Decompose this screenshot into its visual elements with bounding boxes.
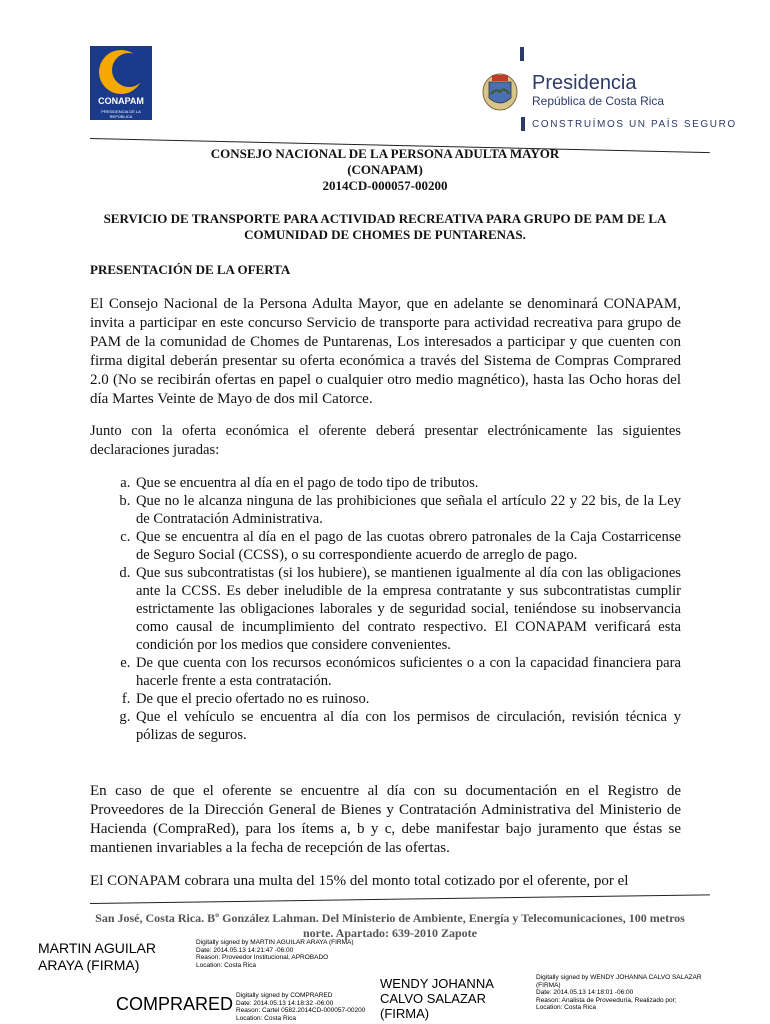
- motto-accent-bar: [521, 117, 525, 131]
- footer-divider: [90, 894, 710, 904]
- signature-martin-name: MARTIN AGUILAR ARAYA (FIRMA): [38, 940, 156, 973]
- signature-comprared-details: Digitally signed by COMPRARED Date: 2014.05.13 14:18:32 -06:00 Reason: Cartel 0582.2014CD-000057-00200 Location: Costa Rica: [236, 992, 366, 1022]
- coat-of-arms-icon: [480, 68, 520, 112]
- procedure-number: 2014CD-000057-00200: [322, 178, 448, 193]
- org-acronym: (CONAPAM): [347, 162, 423, 177]
- conapam-logo-text: CONAPAM: [98, 96, 144, 106]
- signature-martin-details: Digitally signed by MARTIN AGUILAR ARAYA (FIRMA) Date: 2014.05.13 14:21:47 -06:00 Reason: Proveedor Institucional, APROBADO Location: Costa Rica: [196, 939, 354, 969]
- signature-wendy-name: WENDY JOHANNA CALVO SALAZAR (FIRMA): [380, 976, 494, 1021]
- sun-icon: [99, 50, 143, 94]
- section-title: PRESENTACIÓN DE LA OFERTA: [90, 262, 291, 277]
- paragraph-invitation: El Consejo Nacional de la Persona Adulta Mayor, que en adelante se denominará CONAPAM, invita a participar en este concurso Servicio de transporte para actividad recreativa para grupo de PAM de la comunidad de Chomes de Puntarenas, Los interesados a participar y que cuenten con firma digital deberán presentar su oferta económica a través del Sistema de Compras Comprared 2.0 (No se recibirán ofertas en papel o cualquier otro medio magnético), hasta las Ocho horas del día Martes Veinte de Mayo de dos mil Catorce.: [90, 296, 681, 407]
- list-item: d. Que sus subcontratistas (si los hubiere), se mantienen igualmente al día con las obligaciones ante la CCSS. Es deber ineludible de la empresa contratante y sus subcontratistas cumplir estrictamente las obligaciones laborales y de seguridad social, teniéndose su inobservancia como causal de incumplimiento del contrato respectivo. El CONAPAM verificará esta condición por los medios que considere convenientes.: [134, 564, 681, 654]
- list-item: c. Que se encuentra al día en el pago de las cuotas obrero patronales de la Caja Costarricense de Seguro Social (CCSS), o su correspondiente acuerdo de arreglo de pago.: [134, 528, 681, 564]
- conapam-logo: [90, 46, 152, 120]
- presidencia-motto: CONSTRUÍMOS UN PAÍS SEGURO: [532, 119, 737, 130]
- list-item: g. Que el vehículo se encuentra al día con los permisos de circulación, revisión técnica y pólizas de seguros.: [134, 708, 681, 744]
- presidencia-country: República de Costa Rica: [532, 94, 665, 108]
- footer-address: San José, Costa Rica. Bº González Lahman. Del Ministerio de Ambiente, Energía y Telecomunicaciones, 100 metros norte. Apartado: 639-2010 Zapote: [95, 911, 685, 940]
- presidencia-title: Presidencia: [532, 72, 637, 94]
- signature-wendy-details: Digitally signed by WENDY JOHANNA CALVO SALAZAR (FIRMA) Date: 2014.05.13 14:18:01 -06:00 Reason: Analista de Proveeduría, Realizado por; Location: Costa Rica: [536, 974, 702, 1012]
- declarations-list: [90, 474, 681, 744]
- list-item: b. Que no le alcanza ninguna de las prohibiciones que señala el artículo 22 y 22 bis, de la Ley de Contratación Administrativa.: [134, 492, 681, 528]
- presidencia-accent-bar: [520, 47, 524, 61]
- subject-title: SERVICIO DE TRANSPORTE PARA ACTIVIDAD RECREATIVA PARA GRUPO DE PAM DE LA COMUNIDAD DE CHOMES DE PUNTARENAS.: [103, 211, 667, 242]
- paragraph-declarations-intro: Junto con la oferta económica el oferente deberá presentar electrónicamente las siguientes declaraciones juradas:: [90, 423, 681, 458]
- signature-comprared-name: COMPRARED: [116, 994, 234, 1014]
- list-item: f. De que el precio ofertado no es ruinoso.: [134, 690, 681, 708]
- conapam-logo-tagline: PRESIDENCIA DE LA REPÚBLICA: [101, 109, 141, 119]
- list-item: e. De que cuenta con los recursos económicos suficientes o a con la capacidad financiera para hacerle frente a esta contratación.: [134, 654, 681, 690]
- list-item: a. Que se encuentra al día en el pago de todo tipo de tributos.: [134, 474, 681, 492]
- paragraph-registry: En caso de que el oferente se encuentre al día con su documentación en el Registro de Proveedores de la Dirección General de Bienes y Contratación Administrativa del Ministerio de Hacienda (CompraRed), para los ítems a, b y c, debe manifestar bajo juramento que éstas se mantienen invariables a la fecha de recepción de las ofertas.: [90, 783, 681, 856]
- org-title: CONSEJO NACIONAL DE LA PERSONA ADULTA MAYOR: [210, 146, 560, 161]
- paragraph-penalty: El CONAPAM cobrara una multa del 15% del monto total cotizado por el oferente, por el: [90, 873, 629, 889]
